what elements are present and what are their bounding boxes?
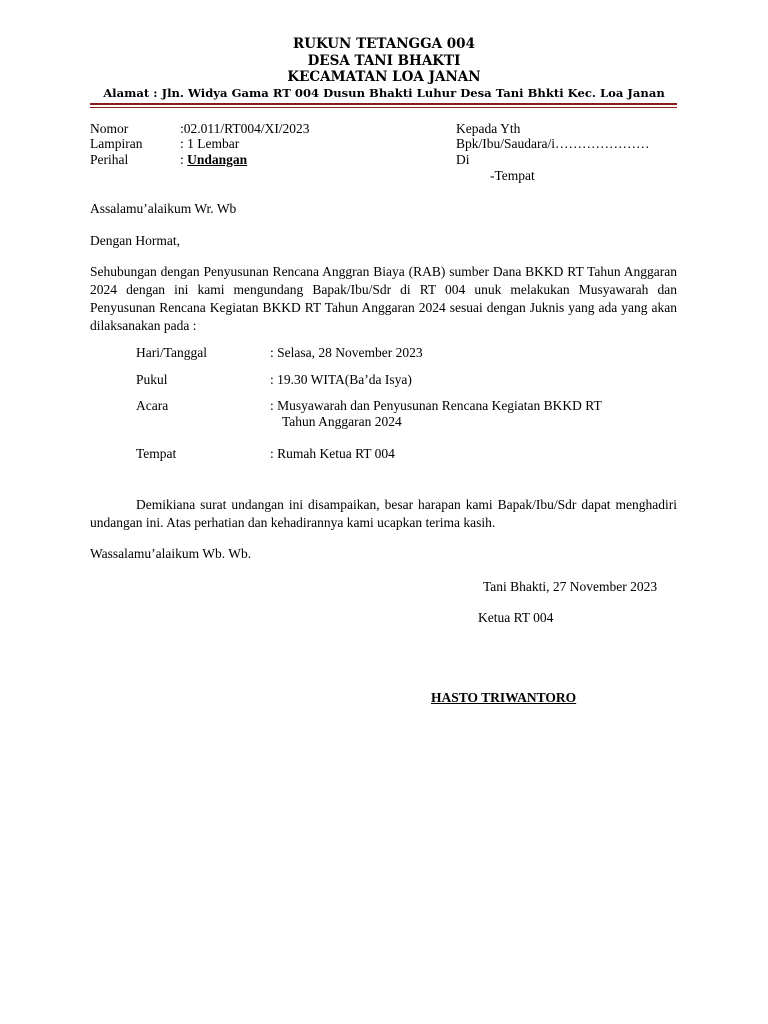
nomor-label: Nomor [90, 121, 129, 136]
event-place-value: : Rumah Ketua RT 004 [270, 446, 395, 461]
nomor-value: :02.011/RT004/XI/2023 [180, 121, 310, 136]
recipient-line-2: Bpk/Ibu/Saudara/i………………… [456, 136, 650, 151]
lampiran-label: Lampiran [90, 136, 143, 151]
signature-place-date: Tani Bhakti, 27 November 2023 [483, 579, 658, 594]
letterhead-line-1: RUKUN TETANGGA 004 [293, 36, 475, 52]
closing-paragraph: Demikiana surat undangan ini disampaikan, besar harapan kami Bapak/Ibu/Sdr dapat menghadiri undangan ini. Atas perhatian dan kehadirannya kami ucapkan terima kasih. [90, 497, 677, 530]
signatory-name: HASTO TRIWANTORO [431, 690, 577, 705]
event-date-value: : Selasa, 28 November 2023 [270, 345, 423, 360]
lampiran-value: : 1 Lembar [180, 136, 240, 151]
letterhead-rule-thick [90, 103, 677, 105]
perihal-label: Perihal [90, 152, 129, 167]
perihal-value: Undangan [187, 152, 248, 167]
signature-position: Ketua RT 004 [478, 610, 554, 625]
recipient-line-3: Di [456, 152, 470, 167]
event-date-label: Hari/Tanggal [136, 345, 208, 360]
opening-paragraph: Sehubungan dengan Penyusunan Rencana Anggran Biaya (RAB) sumber Dana BKKD RT Tahun Anggaran 2024 dengan ini kami mengundang Bapak/Ibu/Sdr di RT 004 unuk melakukan Musyawarah dan Penyusunan Rencana Kegiatan BKKD RT Tahun Anggaran 2024 sesuai dengan Juknis yang ada yang akan dilaksanakan pada : [90, 264, 677, 333]
recipient-line-4: -Tempat [490, 168, 535, 183]
letterhead-line-3: KECAMATAN LOA JANAN [287, 69, 481, 85]
event-time-value: : 19.30 WITA(Ba’da Isya) [270, 372, 412, 387]
event-agenda-value-2: Tahun Anggaran 2024 [282, 414, 402, 429]
event-agenda-label: Acara [136, 398, 169, 413]
farewell: Wassalamu’alaikum Wb. Wb. [90, 546, 252, 561]
event-agenda-value-1: : Musyawarah dan Penyusunan Rencana Kegiatan BKKD RT [270, 398, 602, 413]
event-time-label: Pukul [136, 372, 168, 387]
recipient-line-1: Kepada Yth [456, 121, 521, 136]
event-place-label: Tempat [136, 446, 177, 461]
letterhead-address: Alamat : Jln. Widya Gama RT 004 Dusun Bhakti Luhur Desa Tani Bhkti Kec. Loa Janan [103, 86, 665, 100]
letterhead-line-2: DESA TANI BHAKTI [307, 53, 461, 69]
perihal-value-line [180, 151, 247, 168]
perihal-colon: : [180, 152, 188, 167]
letterhead-rule-thin [90, 107, 677, 108]
greeting: Assalamu’alaikum Wr. Wb [90, 201, 237, 216]
salutation: Dengan Hormat, [90, 233, 180, 248]
